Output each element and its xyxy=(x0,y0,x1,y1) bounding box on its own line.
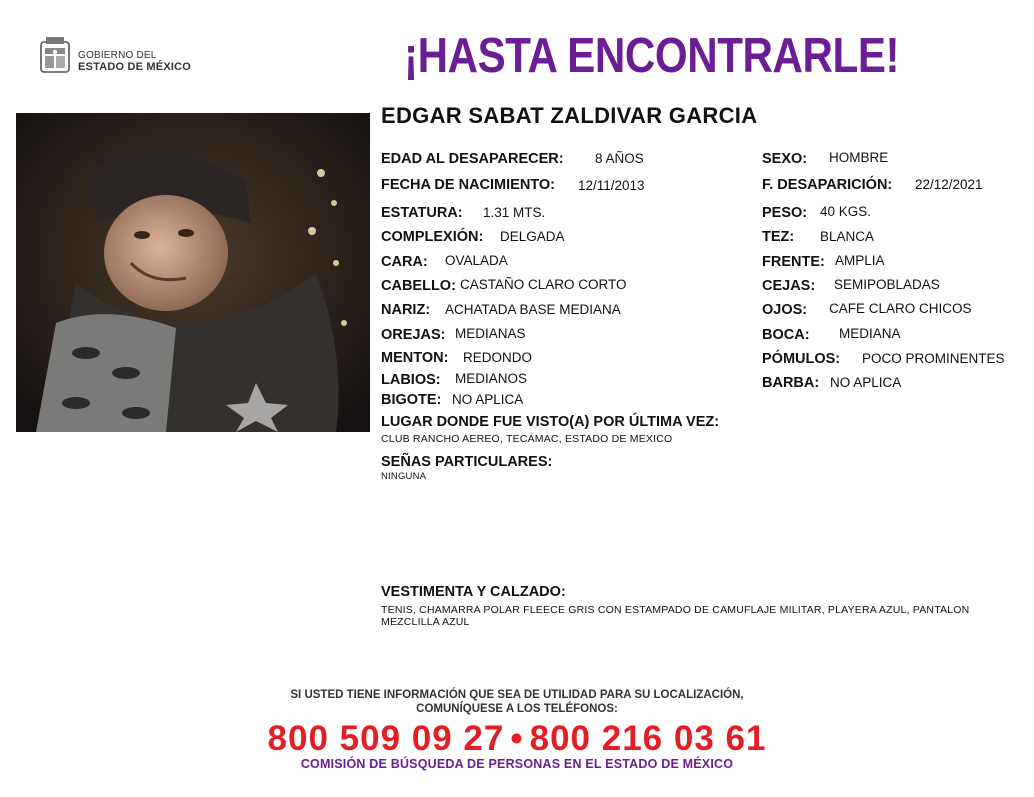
lips-value: MEDIANOS xyxy=(455,371,528,386)
nose-label: NARIZ: xyxy=(381,302,431,318)
beard-value: NO APLICA xyxy=(830,375,902,390)
birthdate-label: FECHA DE NACIMIENTO: xyxy=(381,177,555,193)
nose-value: ACHATADA BASE MEDIANA xyxy=(445,302,621,317)
missing-person-photo xyxy=(16,113,370,432)
height-value: 1.31 MTS. xyxy=(483,205,546,220)
disappearance-date-label: F. DESAPARICIÓN: xyxy=(762,177,893,193)
forehead-label: FRENTE: xyxy=(762,254,825,270)
marks-value: NINGUNA xyxy=(381,471,427,482)
hair-value: CASTAÑO CLARO CORTO xyxy=(460,277,627,292)
marks-label: SEÑAS PARTICULARES: xyxy=(381,454,553,470)
mouth-label: BOCA: xyxy=(762,327,810,343)
clothing-line1: TENIS, CHAMARRA POLAR FLEECE GRIS CON ESTAMPADO DE CAMUFLAJE MILITAR, PLAYERA AZUL, PANTALON xyxy=(381,604,970,616)
beard-label: BARBA: xyxy=(762,375,820,391)
lips-label: LABIOS: xyxy=(381,372,441,388)
face-label: CARA: xyxy=(381,254,428,270)
chin-value: REDONDO xyxy=(463,350,533,365)
mustache-value: NO APLICA xyxy=(452,392,524,407)
disappearance-date-value: 22/12/2021 xyxy=(915,177,983,192)
logo-line1: GOBIERNO DEL xyxy=(78,50,157,61)
info-line2: COMUNÍQUESE A LOS TELÉFONOS: xyxy=(416,703,618,715)
age-value: 8 AÑOS xyxy=(595,151,644,166)
cheekbones-value: POCO PROMINENTES xyxy=(862,351,1005,366)
cheekbones-label: PÓMULOS: xyxy=(762,351,841,367)
state-seal-icon xyxy=(38,36,72,74)
weight-value: 40 KGS. xyxy=(820,204,872,219)
phone-separator: • xyxy=(510,719,524,758)
build-label: COMPLEXIÓN: xyxy=(381,229,484,245)
clothing-label: VESTIMENTA Y CALZADO: xyxy=(381,584,566,600)
eyes-value: CAFE CLARO CHICOS xyxy=(829,301,972,316)
person-name: EDGAR SABAT ZALDIVAR GARCIA xyxy=(381,103,758,128)
eyebrows-value: SEMIPOBLADAS xyxy=(834,277,940,292)
face-value: OVALADA xyxy=(445,253,508,268)
ears-value: MEDIANAS xyxy=(455,326,526,341)
phone-1[interactable]: 800 509 09 27 xyxy=(267,719,505,758)
logo-line2: ESTADO DE MÉXICO xyxy=(78,61,192,73)
last-seen-label: LUGAR DONDE FUE VISTO(A) POR ÚLTIMA VEZ: xyxy=(381,414,720,430)
height-label: ESTATURA: xyxy=(381,205,463,221)
last-seen-value: CLUB RANCHO AEREO, TECÁMAC, ESTADO DE MEXICO xyxy=(381,433,673,445)
ears-label: OREJAS: xyxy=(381,327,446,343)
build-value: DELGADA xyxy=(500,229,565,244)
weight-label: PESO: xyxy=(762,205,808,221)
age-label: EDAD AL DESAPARECER: xyxy=(381,151,564,167)
mouth-value: MEDIANA xyxy=(839,326,901,341)
chin-label: MENTON: xyxy=(381,350,449,366)
complexion-value: BLANCA xyxy=(820,229,875,244)
commission-name: COMISIÓN DE BÚSQUEDA DE PERSONAS EN EL ESTADO DE MÉXICO xyxy=(300,757,734,771)
clothing-line2: MEZCLILLA AZUL xyxy=(381,616,470,628)
phone-numbers xyxy=(0,719,1034,759)
hair-label: CABELLO: xyxy=(381,278,456,294)
sex-value: HOMBRE xyxy=(829,150,889,165)
phone-2[interactable]: 800 216 03 61 xyxy=(529,719,767,758)
government-logo xyxy=(38,36,198,76)
complexion-label: TEZ: xyxy=(762,229,795,245)
info-line1: SI USTED TIENE INFORMACIÓN QUE SEA DE UTILIDAD PARA SU LOCALIZACIÓN, xyxy=(290,689,744,701)
birthdate-value: 12/11/2013 xyxy=(578,178,645,193)
sex-label: SEXO: xyxy=(762,151,808,167)
eyes-label: OJOS: xyxy=(762,302,808,318)
forehead-value: AMPLIA xyxy=(835,253,885,268)
headline: ¡HASTA ENCONTRARLE! xyxy=(404,29,900,83)
mustache-label: BIGOTE: xyxy=(381,392,442,408)
eyebrows-label: CEJAS: xyxy=(762,278,816,294)
